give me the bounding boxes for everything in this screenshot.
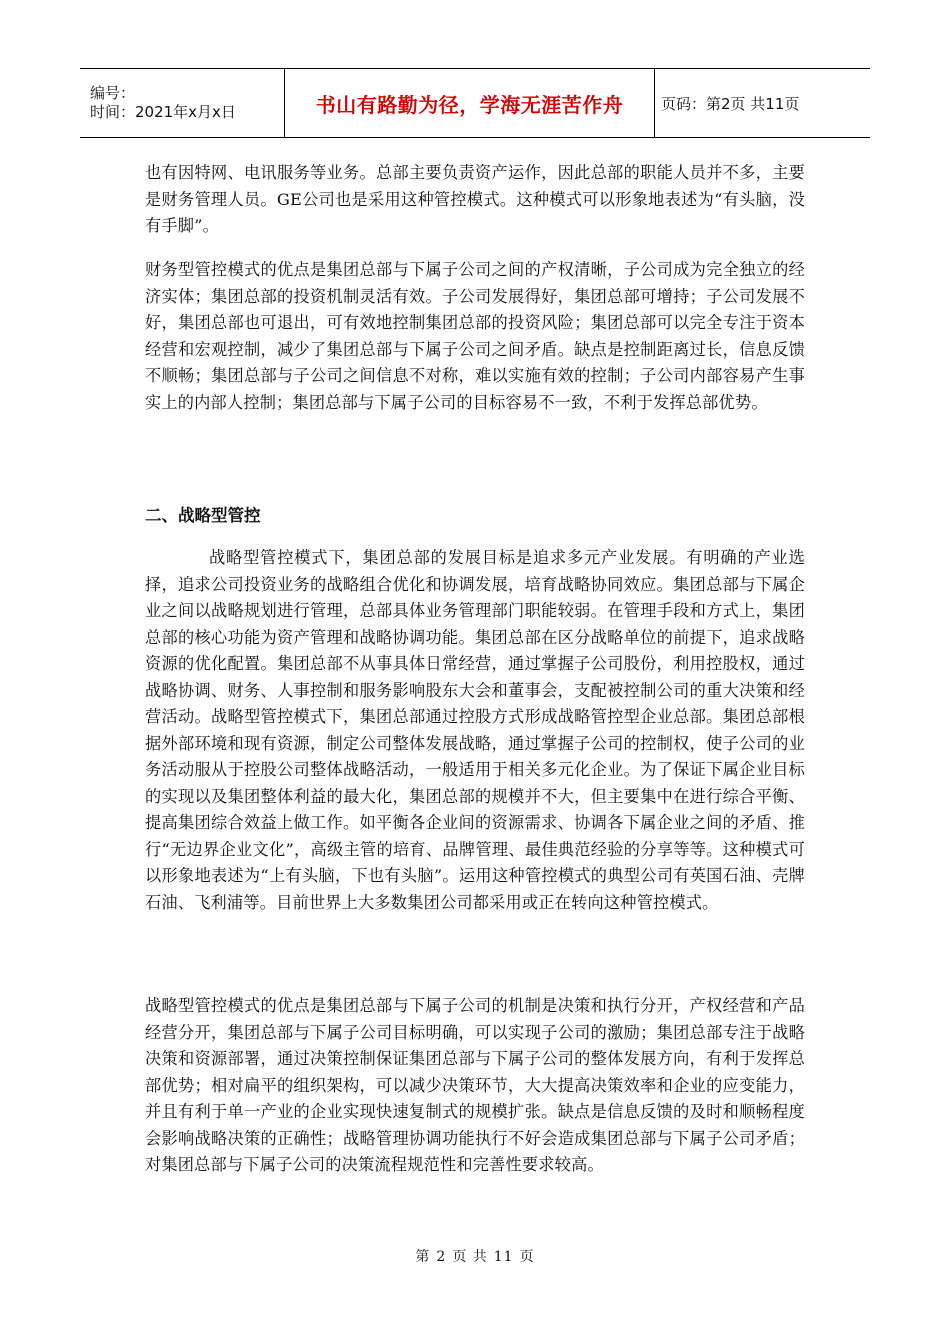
header-page-info: 页码：第2页 共11页 <box>661 94 800 113</box>
paragraph-4: 战略型管控模式的优点是集团总部与下属子公司的机制是决策和执行分开，产权经营和产品经营分开，集团总部与下属子公司目标明确，可以实现子公司的激励；集团总部专注于战略决策和资源部署，通过决策控制保证集团总部与下属子公司的整体发展方向，有利于发挥总部优势；相对扁平的组织架构，可以减少决策环节，大大提高决策效率和企业的应变能力，并且有利于单一产业的企业实现快速复制式的规模扩张。缺点是信息反馈的及时和顺畅程度会影响战略决策的正确性；战略管理协调功能执行不好会造成集团总部与下属子公司矛盾；对集团总部与下属子公司的决策流程规范性和完善性要求较高。 <box>145 996 805 1174</box>
header-motto-cell <box>285 69 655 137</box>
footer-prefix: 第 <box>415 1249 431 1265</box>
page-footer <box>0 1246 950 1266</box>
footer-total-pages: 11 <box>493 1249 514 1265</box>
paragraph-1: 也有因特网、电讯服务等业务。总部主要负责资产运作，因此总部的职能人员并不多，主要是财务管理人员。GE公司也是采用这种管控模式。这种模式可以形象地表述为“有头脑，没有手脚”。 <box>145 163 805 235</box>
header-motto: 书山有路勤为径，学海无涯苦作舟 <box>315 92 624 117</box>
footer-suffix: 页 <box>519 1249 535 1265</box>
paragraph-3: 战略型管控模式下，集团总部的发展目标是追求多元产业发展。有明确的产业选择，追求公司投资业务的战略组合优化和协调发展，培育战略协同效应。集团总部与下属企业之间以战略规划进行管理，总部具体业务管理部门职能较弱。在管理手段和方式上，集团总部的核心功能为资产管理和战略协调功能。集团总部在区分战略单位的前提下，追求战略资源的优化配置。集团总部不从事具体日常经营，通过掌握子公司股份，利用控股权，通过战略协调、财务、人事控制和服务影响股东大会和董事会，支配被控制公司的重大决策和经营活动。战略型管控模式下，集团总部通过控股方式形成战略管控型企业总部。集团总部根据外部环境和现有资源，制定公司整体发展战略，通过掌握子公司的控制权，使子公司的业务活动服从于控股公司整体战略活动，一般适用于相关多元化企业。为了保证下属企业目标的实现以及集团整体利益的最大化，集团总部的规模并不大，但主要集中在进行综合平衡、提高集团综合效益上做工作。如平衡各企业间的资源需求、协调各下属企业之间的矛盾、推行“无边界企业文化”，高级主管的培育、品牌管理、最佳典范经验的分享等等。这种模式可以形象地表述为“上有头脑，下也有头脑”。运用这种管控模式的典型公司有英国石油、壳牌石油、飞利浦等。目前世界上大多数集团公司都采用或正在转向这种管控模式。 <box>145 548 805 912</box>
footer-middle: 页 共 <box>452 1249 488 1265</box>
header-page-cell <box>655 69 870 137</box>
document-header <box>80 68 870 138</box>
header-meta-cell <box>80 69 285 137</box>
document-date-label: 时间：2021年x月x日 <box>90 103 236 121</box>
paragraph-2: 财务型管控模式的优点是集团总部与下属子公司之间的产权清晰，子公司成为完全独立的经济实体；集团总部的投资机制灵活有效。子公司发展得好，集团总部可增持；子公司发展不好，集团总部也可退出，可有效地控制集团总部的投资风险；集团总部可以完全专注于资本经营和宏观控制，减少了集团总部与下属子公司之间矛盾。缺点是控制距离过长，信息反馈不顺畅；集团总部与子公司之间信息不对称，难以实施有效的控制；子公司内部容易产生事实上的内部人控制；集团总部与下属子公司的目标容易不一致，不利于发挥总部优势。 <box>145 260 805 412</box>
footer-page-number: 2 <box>436 1249 447 1265</box>
document-number-label: 编号： <box>90 84 136 102</box>
section-title: 二、战略型管控 <box>145 506 261 525</box>
